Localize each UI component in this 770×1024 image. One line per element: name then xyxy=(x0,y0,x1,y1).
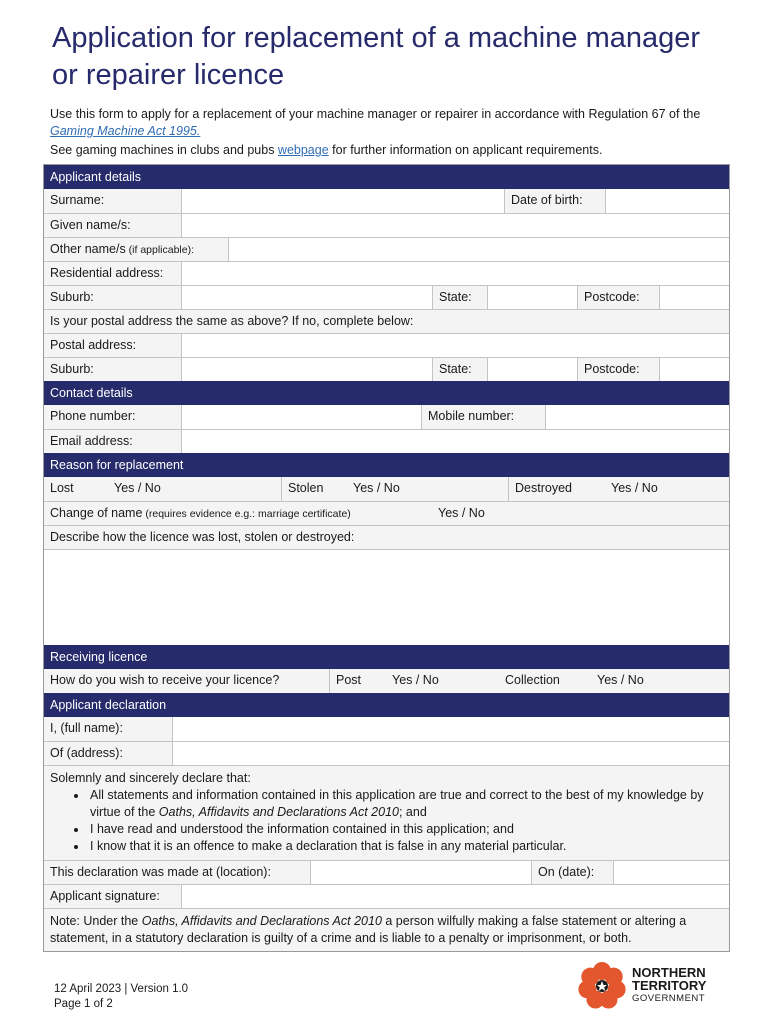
surname-field[interactable] xyxy=(181,189,504,213)
row-suburb xyxy=(44,285,729,309)
other-names-label xyxy=(44,238,228,261)
post-label: Post xyxy=(336,673,362,687)
post-yes-no[interactable]: Yes / No xyxy=(392,673,439,687)
postal-postcode-label: Postcode: xyxy=(577,358,659,381)
note-text-end: a person wilfully making a false statement or altering a statement, in a statutory declaration is guilty of a crime and is liable to a penalty or imprisonment, or both. xyxy=(50,914,687,945)
solemn-text: Solemnly and sincerely declare that: xyxy=(50,771,251,785)
section-receiving-licence: Receiving licence xyxy=(44,645,729,669)
given-names-field[interactable] xyxy=(181,214,729,237)
section-applicant-declaration: Applicant declaration xyxy=(44,693,729,717)
row-receive-method xyxy=(44,669,729,693)
declaration-item-1-act: Oaths, Affidavits and Declarations Act 2010 xyxy=(158,805,399,819)
declaration-item: • I know that it is an offence to make a declaration that is false in any material particular. xyxy=(88,838,723,855)
destroyed-yes-no[interactable]: Yes / No xyxy=(611,481,658,495)
stolen-label: Stolen xyxy=(288,481,324,495)
given-names-label: Given name/s: xyxy=(44,214,181,237)
collection-label: Collection xyxy=(505,673,560,687)
logo-line-1: NORTHERN xyxy=(632,965,706,980)
legal-note xyxy=(44,908,729,951)
stolen-option xyxy=(281,477,508,501)
change-of-name-label: Change of name xyxy=(50,506,143,520)
phone-field[interactable] xyxy=(181,405,421,429)
postal-address-label: Postal address: xyxy=(44,334,181,357)
row-change-of-name xyxy=(44,501,729,525)
mobile-label: Mobile number: xyxy=(421,405,545,429)
declaration-item-1-end: ; and xyxy=(398,805,427,819)
section-contact-details: Contact details xyxy=(44,381,729,405)
collection-option xyxy=(499,669,729,693)
row-postal-address xyxy=(44,333,729,357)
note-text-start: Note: Under the xyxy=(50,914,142,928)
nt-government-logo xyxy=(576,960,726,1010)
row-postal-suburb xyxy=(44,357,729,381)
logo-text xyxy=(632,966,706,1005)
desert-rose-icon xyxy=(576,960,628,1012)
location-label: This declaration was made at (location): xyxy=(44,861,310,884)
residential-address-field[interactable] xyxy=(181,262,729,285)
suburb-label: Suburb: xyxy=(44,286,181,309)
intro-line2-end: for further information on applicant requirements. xyxy=(328,143,603,157)
row-full-name xyxy=(44,717,729,741)
intro-line2: See gaming machines in clubs and pubs xyxy=(50,143,278,157)
row-signature xyxy=(44,884,729,908)
postal-suburb-label: Suburb: xyxy=(44,358,181,381)
receive-question: How do you wish to receive your licence? xyxy=(44,669,329,693)
gaming-machine-act-link[interactable]: Gaming Machine Act 1995. xyxy=(50,124,201,138)
logo-petal xyxy=(581,968,599,986)
note-act: Oaths, Affidavits and Declarations Act 2010 xyxy=(141,914,382,928)
state-field[interactable] xyxy=(487,286,577,309)
signature-label: Applicant signature: xyxy=(44,885,181,908)
email-label: Email address: xyxy=(44,430,181,453)
dob-label: Date of birth: xyxy=(504,189,605,213)
row-residential-address xyxy=(44,261,729,285)
declaration-item: • I have read and understood the information contained in this application; and xyxy=(88,821,723,838)
intro-text xyxy=(50,106,740,159)
logo-line-2: TERRITORY xyxy=(632,978,707,993)
postal-state-label: State: xyxy=(432,358,487,381)
location-field[interactable] xyxy=(310,861,531,884)
row-phone xyxy=(44,405,729,429)
signature-field[interactable] xyxy=(181,885,729,908)
declaration-item-1-text: All statements and information contained in this application are true and correct to the best of my knowledge by virtue of the xyxy=(90,788,704,819)
postal-suburb-field[interactable] xyxy=(181,358,432,381)
logo-line-3: GOVERNMENT xyxy=(632,993,706,1004)
other-names-note: (if applicable): xyxy=(125,244,195,256)
lost-label: Lost xyxy=(50,481,74,495)
postal-postcode-field[interactable] xyxy=(659,358,729,381)
full-name-field[interactable] xyxy=(172,717,729,741)
date-label: On (date): xyxy=(531,861,613,884)
row-email xyxy=(44,429,729,453)
footer-version: 12 April 2023 | Version 1.0 xyxy=(54,983,189,995)
row-location-date xyxy=(44,860,729,884)
other-names-text: Other name/s xyxy=(50,242,126,256)
row-describe xyxy=(44,525,729,549)
phone-label: Phone number: xyxy=(44,405,181,429)
email-field[interactable] xyxy=(181,430,729,453)
intro-line1: Use this form to apply for a replacement of your machine manager or repairer in accordance with Regulation 67 of the xyxy=(50,107,701,121)
destroyed-label: Destroyed xyxy=(515,481,572,495)
declaration-statements xyxy=(44,765,729,860)
address-label: Of (address): xyxy=(44,742,172,765)
row-address xyxy=(44,741,729,765)
section-reason: Reason for replacement xyxy=(44,453,729,477)
row-other-names xyxy=(44,237,729,261)
describe-textarea[interactable] xyxy=(44,549,729,645)
describe-field[interactable] xyxy=(44,550,729,645)
collection-yes-no[interactable]: Yes / No xyxy=(597,673,644,687)
postal-state-field[interactable] xyxy=(487,358,577,381)
row-surname xyxy=(44,189,729,213)
lost-option xyxy=(44,477,281,501)
residential-address-label: Residential address: xyxy=(44,262,181,285)
suburb-field[interactable] xyxy=(181,286,432,309)
destroyed-option xyxy=(508,477,729,501)
webpage-link[interactable]: webpage xyxy=(277,143,329,157)
row-given-names xyxy=(44,213,729,237)
declaration-list xyxy=(88,787,723,855)
footer-page-number: Page 1 of 2 xyxy=(54,998,113,1010)
state-label: State: xyxy=(432,286,487,309)
surname-label: Surname: xyxy=(44,189,181,213)
postcode-label: Postcode: xyxy=(577,286,659,309)
postcode-field[interactable] xyxy=(659,286,729,309)
stolen-yes-no[interactable]: Yes / No xyxy=(353,481,400,495)
page-title: Application for replacement of a machine manager or repairer licence xyxy=(52,22,701,91)
postal-question: Is your postal address the same as above? If no, complete below: xyxy=(44,310,729,333)
application-form xyxy=(43,164,730,952)
row-reason-options xyxy=(44,477,729,501)
other-names-field[interactable] xyxy=(228,238,729,261)
lost-yes-no[interactable]: Yes / No xyxy=(114,481,161,495)
change-of-name-yes-no[interactable]: Yes / No xyxy=(438,506,485,520)
full-name-label: I, (full name): xyxy=(44,717,172,741)
row-postal-question xyxy=(44,309,729,333)
postal-address-field[interactable] xyxy=(181,334,729,357)
mobile-field[interactable] xyxy=(545,405,729,429)
post-option xyxy=(329,669,499,693)
change-of-name-note: (requires evidence e.g.: marriage certificate) xyxy=(142,508,351,520)
address-field[interactable] xyxy=(172,742,729,765)
dob-field[interactable] xyxy=(605,189,729,213)
date-field[interactable] xyxy=(613,861,729,884)
describe-label: Describe how the licence was lost, stolen or destroyed: xyxy=(44,526,729,549)
declaration-item xyxy=(88,787,723,821)
footer xyxy=(54,982,188,1012)
change-of-name-option xyxy=(44,502,729,525)
section-applicant-details: Applicant details xyxy=(44,165,729,189)
